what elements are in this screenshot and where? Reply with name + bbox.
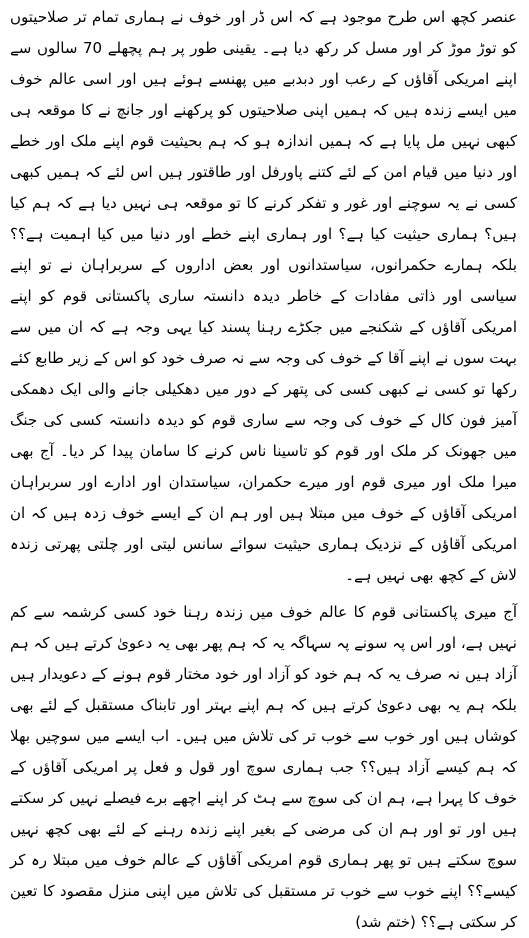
article-paragraph-2: آج میری پاکستانی قوم کا عالم خوف میں زندہ رہنا خود کسی کرشمہ سے کم نہیں ہے، اور اس پہ سونے پہ سہاگہ یہ کہ ہم پھر بھی یہ دعویٰ کرتے ہیں کہ ہم آزاد ہیں نہ صرف یہ کہ ہم خود کو آزاد اور خود مختار قوم ہونے کے دعویدار ہیں بلکہ ہم یہ بھی دعویٰ کرتے ہیں کہ ہم اپنے بہتر اور تابناک مستقبل کے لئے بھی کوشاں ہیں اور خوب سے خوب تر کی تلاش میں ہیں۔ اب ایسے میں سوچیں بھلا کہ ہم کیسے آزاد ہیں؟؟ جب ہماری سوچ اور قول و فعل پر امریکی آقاؤں کے خوف کا پہرا ہے، ہم ان کی سوچ سے ہٹ کر اپنے اچھے برے فیصلے نہیں کر سکتے ہیں اور تو اور ہم ان کی مرضی کے بغیر اپنے زندہ رہنے کے لئے بھی کچھ نہیں سوچ سکتے ہیں تو پھر ہماری قوم امریکی آقاؤں کے عالم خوف میں مبتلا رہ کر کیسے؟؟ اپنے خوب سے خوب تر مستقبل کی تلاش میں اپنی منزل مقصود کا تعین کر سکتی ہے؟؟ (ختم شد) [10, 603, 517, 931]
article-paragraph-1: عنصر کچھ اس طرح موجود ہے کہ اس ڈر اور خوف نے ہماری تمام تر صلاحیتوں کو توڑ موڑ کر اور مسل کر رکھ دیا ہے۔ یقینی طور پر ہم پچھلے 70 سالوں سے اپنے امریکی آقاؤں کے رعب اور دبدبے میں پھنسے ہوئے ہیں اور اسی عالم خوف میں ایسے زندہ ہیں کہ ہمیں اپنی صلاحیتوں کو پرکھنے اور جانچ نے کا موقعہ ہی کبھی نہیں مل پایا ہے کہ ہمیں اندازہ ہو کہ ہم بحیثیت قوم اپنے ملک اور خطے اور دنیا میں قیام امن کے لئے کتنے پاورفل اور طاقتور ہیں اس لئے کہ ہمیں کبھی کسی نے یہ سوچنے اور غور و تفکر کرنے کا تو موقعہ ہی نہیں دیا ہے کہ ہم کیا ہیں؟ ہماری حیثیت کیا ہے؟ اور ہماری اپنے خطے اور دنیا میں کیا اہمیت ہے؟؟ بلکہ ہمارے حکمرانوں، سیاستدانوں اور بعض اداروں کے سربراہان نے تو اپنے سیاسی اور ذاتی مفادات کے خاطر دیدہ دانستہ ساری پاکستانی قوم کو اپنے امریکی آقاؤں کے شکنجے میں جکڑے رہنا پسند کیا یہی وجہ ہے کہ ان میں سے بہت سوں نے اپنے آقا کے خوف کی وجہ سے نہ صرف خود کو اس کے زیر طابع کئے رکھا تو کسی نے کبھی کسی کی پتھر کے دور میں دھکیلی جانے والی ایک دھمکی آمیز فون کال کے خوف کی وجہ سے ساری قوم کو دیدہ دانستہ کسی کی جنگ میں جھونک کر ملک اور قوم کو تاسینا ناس کرنے کا سامان پیدا کر دیا۔ آج بھی میرا ملک اور میری قوم اور میرے حکمران، سیاستدان اور ادارے اور سربراہان امریکی آقاؤں کے خوف میں مبتلا ہیں اور ہم ان کے ایسے خوف زدہ ہیں کہ ان امریکی آقاؤں کے نزدیک ہماری حیثیت سوائے سانس لیتی اور چلتی پھرتی زندہ لاش کے کچھ بھی نہیں ہے۔ [10, 8, 517, 584]
